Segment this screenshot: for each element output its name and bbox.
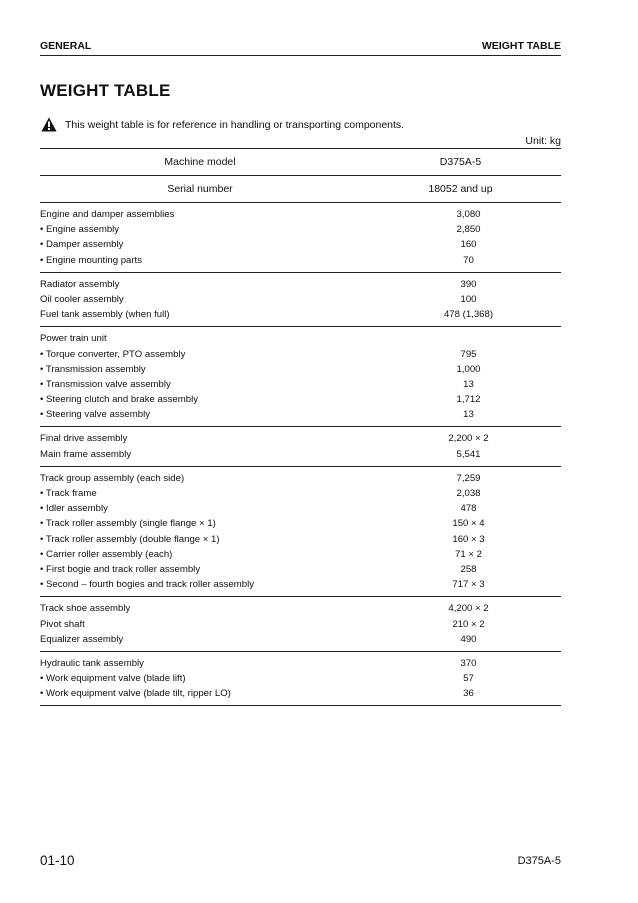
group-items xyxy=(40,466,360,597)
group-weights xyxy=(360,272,561,327)
component-weight: 1,712 xyxy=(456,394,481,406)
component-name: • Engine mounting parts xyxy=(40,254,143,266)
component-name: • Idler assembly xyxy=(40,503,108,515)
component-weight: 13 xyxy=(463,378,474,390)
component-weight: 478 (1,368) xyxy=(443,309,494,321)
group-weights xyxy=(360,327,561,427)
component-weight: 70 xyxy=(463,254,474,266)
component-weight: 160 × 3 xyxy=(452,533,485,545)
component-name: Pivot shaft xyxy=(40,618,85,630)
component-name: • Track roller assembly (single flange × 1) xyxy=(40,518,216,530)
component-name: Track shoe assembly xyxy=(40,603,131,615)
machine-model-label: Machine model xyxy=(40,149,360,176)
component-name: • Steering clutch and brake assembly xyxy=(40,394,199,406)
component-name: • Transmission assembly xyxy=(40,363,146,375)
component-weight: 2,850 xyxy=(456,224,481,236)
component-weight: 5,541 xyxy=(456,448,481,460)
component-weight: 57 xyxy=(463,673,474,685)
header-topic: WEIGHT TABLE xyxy=(481,40,561,52)
component-name: • Damper assembly xyxy=(40,239,124,251)
group-weights xyxy=(360,203,561,273)
header-section: GENERAL xyxy=(40,40,92,52)
component-name: Track group assembly (each side) xyxy=(40,472,185,484)
component-name: • Work equipment valve (blade tilt, ripper LO) xyxy=(40,688,231,700)
group-items xyxy=(40,203,360,273)
note-text: This weight table is for reference in handling or transporting components. xyxy=(65,118,405,131)
component-weight: 3,080 xyxy=(456,209,481,220)
component-name: • Second – fourth bogies and track roller assembly xyxy=(40,579,254,591)
group-weights xyxy=(360,651,561,706)
serial-number-label: Serial number xyxy=(40,176,360,203)
component-weight: 4,200 × 2 xyxy=(448,603,489,615)
page-header xyxy=(40,40,561,52)
component-weight: 100 xyxy=(460,293,477,305)
footer-model: D375A-5 xyxy=(517,855,561,867)
component-weight: 160 xyxy=(460,239,477,251)
weight-group xyxy=(40,427,561,466)
component-weight: 7,259 xyxy=(456,472,481,484)
weight-group xyxy=(40,203,561,273)
page-title: WEIGHT TABLE xyxy=(40,81,171,100)
component-name: Equalizer assembly xyxy=(40,633,124,645)
group-weights xyxy=(360,597,561,652)
group-items xyxy=(40,597,360,652)
serial-number-row xyxy=(40,176,561,203)
component-weight: 13 xyxy=(463,409,474,421)
component-name: Fuel tank assembly (when full) xyxy=(40,309,170,321)
component-weight: 717 × 3 xyxy=(452,579,485,591)
group-items xyxy=(40,327,360,427)
component-name: • Transmission valve assembly xyxy=(40,378,171,390)
component-name: • Carrier roller assembly (each) xyxy=(40,548,173,560)
component-weight xyxy=(360,331,561,346)
component-name: • Track roller assembly (double flange × 1) xyxy=(40,533,220,545)
weight-group xyxy=(40,272,561,327)
component-weight: 795 xyxy=(460,348,477,360)
component-weight: 2,038 xyxy=(456,488,481,499)
weight-group xyxy=(40,466,561,597)
group-weights xyxy=(360,466,561,597)
machine-model-row xyxy=(40,149,561,176)
component-name: • Track frame xyxy=(40,488,97,499)
unit-label: Unit: kg xyxy=(525,135,561,147)
page-number: 01-10 xyxy=(40,853,75,868)
component-name: • Engine assembly xyxy=(40,224,120,236)
component-name: Final drive assembly xyxy=(40,433,128,445)
warning-triangle-icon xyxy=(41,117,57,132)
serial-number-value: 18052 and up xyxy=(360,176,561,203)
component-name: • First bogie and track roller assembly xyxy=(40,563,201,575)
component-name: Hydraulic tank assembly xyxy=(40,657,144,669)
component-weight: 36 xyxy=(463,688,474,700)
weight-group xyxy=(40,327,561,427)
component-name: Main frame assembly xyxy=(40,448,132,460)
component-weight: 258 xyxy=(460,563,477,575)
component-weight: 150 × 4 xyxy=(452,518,485,530)
group-items xyxy=(40,427,360,466)
group-items xyxy=(40,272,360,327)
component-weight: 1,000 xyxy=(456,363,481,375)
component-weight: 2,200 × 2 xyxy=(448,433,489,445)
component-name: Oil cooler assembly xyxy=(40,293,124,305)
component-name: Power train unit xyxy=(40,333,107,345)
component-weight: 390 xyxy=(460,278,477,290)
weight-group xyxy=(40,651,561,706)
component-weight: 490 xyxy=(460,633,477,645)
component-weight: 370 xyxy=(460,657,477,669)
component-name: • Torque converter, PTO assembly xyxy=(40,348,186,360)
machine-model-value: D375A-5 xyxy=(360,149,561,176)
header-rule xyxy=(40,55,561,56)
component-weight: 478 xyxy=(460,503,477,515)
group-weights xyxy=(360,427,561,466)
component-name: • Work equipment valve (blade lift) xyxy=(40,673,186,685)
weight-table xyxy=(40,148,561,706)
component-weight: 210 × 2 xyxy=(452,618,485,630)
group-items xyxy=(40,651,360,706)
component-name: • Steering valve assembly xyxy=(40,409,151,421)
component-name: Radiator assembly xyxy=(40,278,120,290)
weight-group xyxy=(40,597,561,652)
reference-note xyxy=(41,117,404,132)
component-weight: 71 × 2 xyxy=(455,548,482,560)
component-name: Engine and damper assemblies xyxy=(40,209,175,220)
